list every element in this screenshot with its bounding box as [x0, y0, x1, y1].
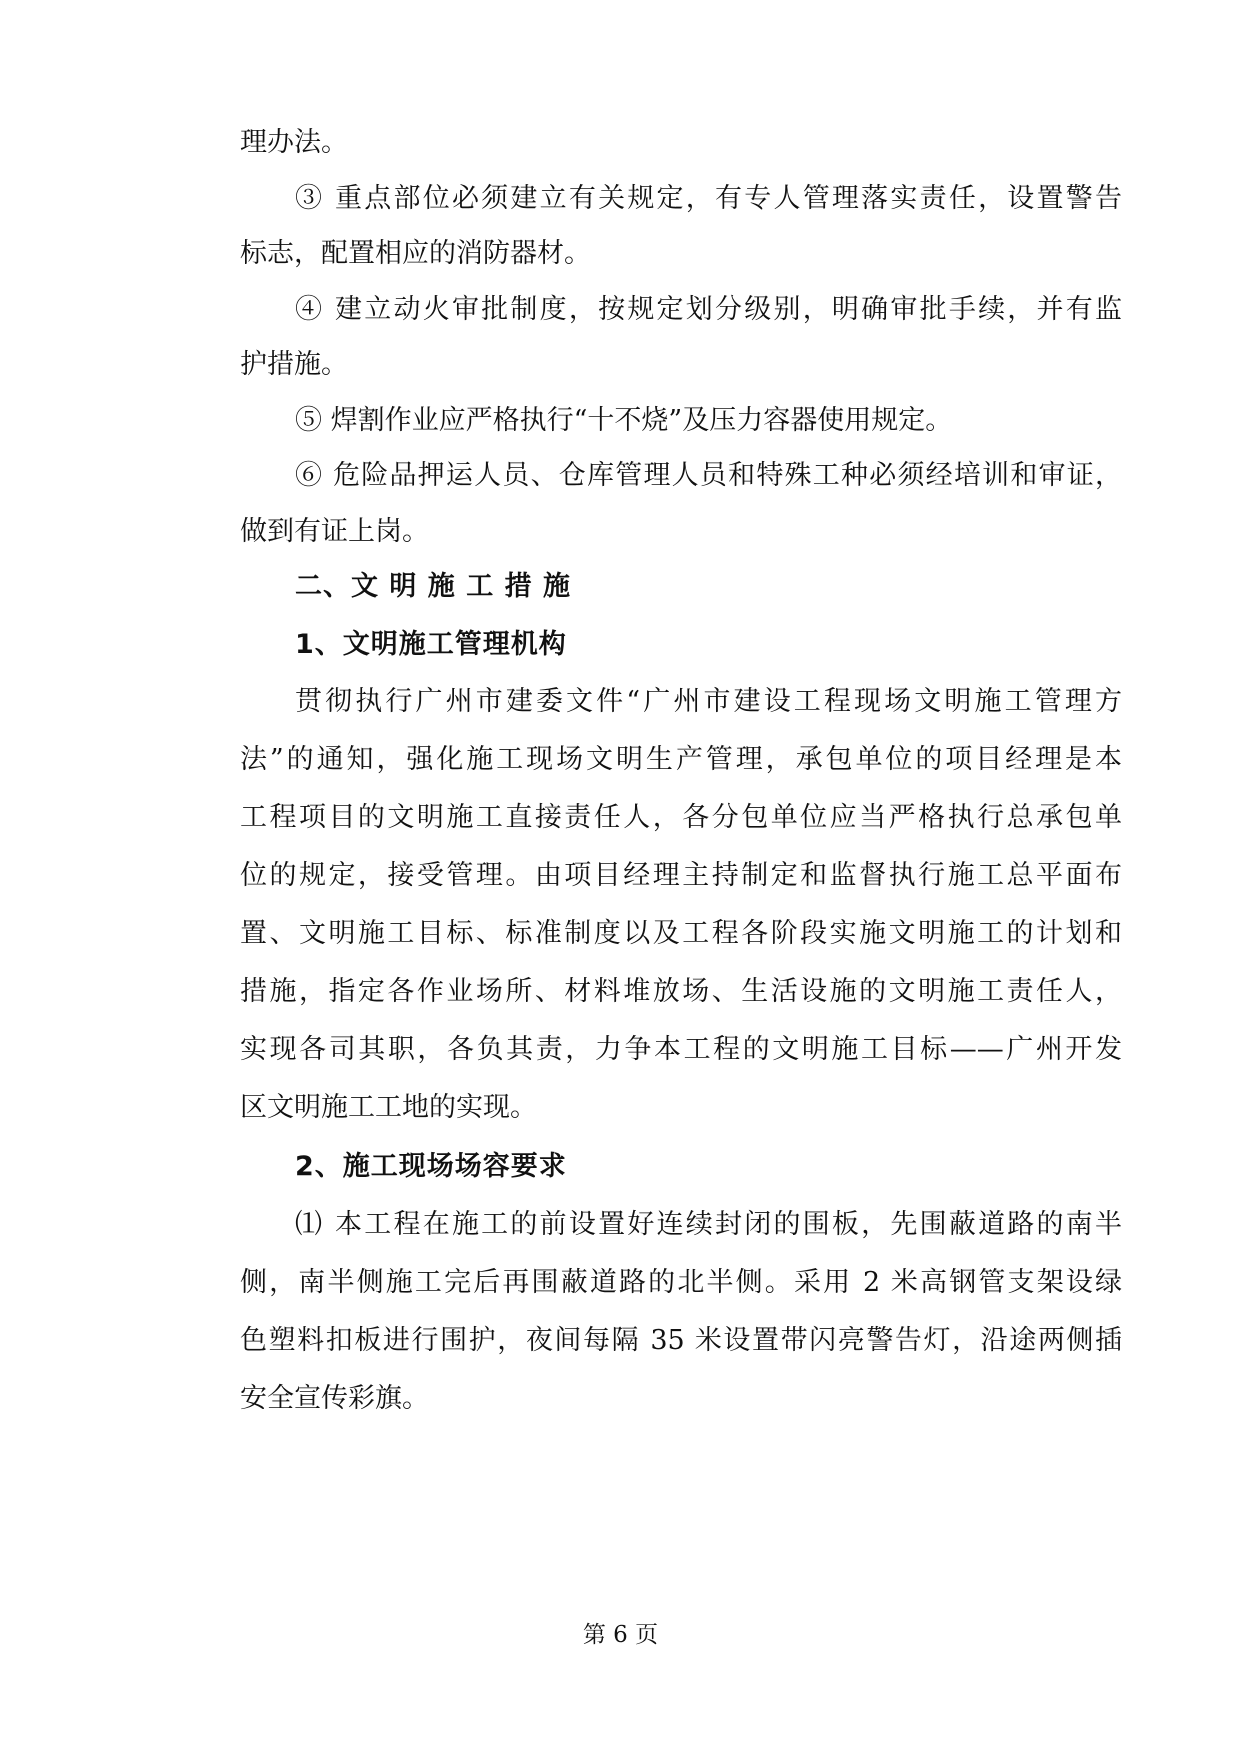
paragraph-line: 贯彻执行广州市建委文件“广州市建设工程现场文明施工管理方: [295, 686, 1122, 717]
subsection-heading: 2、施工现场场容要求: [295, 1151, 567, 1182]
list-item-line: ⑤ 焊割作业应严格执行“十不烧”及压力容器使用规定。: [295, 405, 953, 436]
paragraph-line: ⑴ 本工程在施工的前设置好连续封闭的围板，先围蔽道路的南半: [295, 1209, 1122, 1240]
paragraph-line: 法”的通知，强化施工现场文明生产管理，承包单位的项目经理是本: [240, 744, 1122, 775]
body-text-line: 标志，配置相应的消防器材。: [240, 238, 591, 269]
section-heading: 二、文 明 施 工 措 施: [295, 571, 571, 602]
list-item-line: ⑥ 危险品押运人员、仓库管理人员和特殊工种必须经培训和审证，: [295, 460, 1122, 491]
subsection-heading: 1、文明施工管理机构: [295, 629, 567, 660]
paragraph-line: 位的规定，接受管理。由项目经理主持制定和监督执行施工总平面布: [240, 860, 1122, 891]
paragraph-line: 工程项目的文明施工直接责任人，各分包单位应当严格执行总承包单: [240, 802, 1122, 833]
list-item-line: ③ 重点部位必须建立有关规定，有专人管理落实责任，设置警告: [295, 183, 1122, 214]
paragraph-line: 置、文明施工目标、标准制度以及工程各阶段实施文明施工的计划和: [240, 918, 1122, 949]
paragraph-line: 侧，南半侧施工完后再围蔽道路的北半侧。采用 2 米高钢管支架设绿: [240, 1267, 1122, 1298]
page-number: 第 6 页: [582, 1622, 659, 1648]
paragraph-line: 安全宣传彩旗。: [240, 1383, 429, 1414]
body-text-line: 做到有证上岗。: [240, 516, 429, 547]
body-text-line: 护措施。: [240, 349, 348, 380]
list-item-line: ④ 建立动火审批制度，按规定划分级别，明确审批手续，并有监: [295, 294, 1122, 325]
body-text-line: 理办法。: [240, 127, 348, 158]
paragraph-line: 区文明施工工地的实现。: [240, 1092, 537, 1123]
paragraph-line: 色塑料扣板进行围护，夜间每隔 35 米设置带闪亮警告灯，沿途两侧插: [240, 1325, 1122, 1356]
paragraph-line: 措施，指定各作业场所、材料堆放场、生活设施的文明施工责任人，: [240, 976, 1122, 1007]
paragraph-line: 实现各司其职，各负其责，力争本工程的文明施工目标——广州开发: [240, 1034, 1122, 1065]
